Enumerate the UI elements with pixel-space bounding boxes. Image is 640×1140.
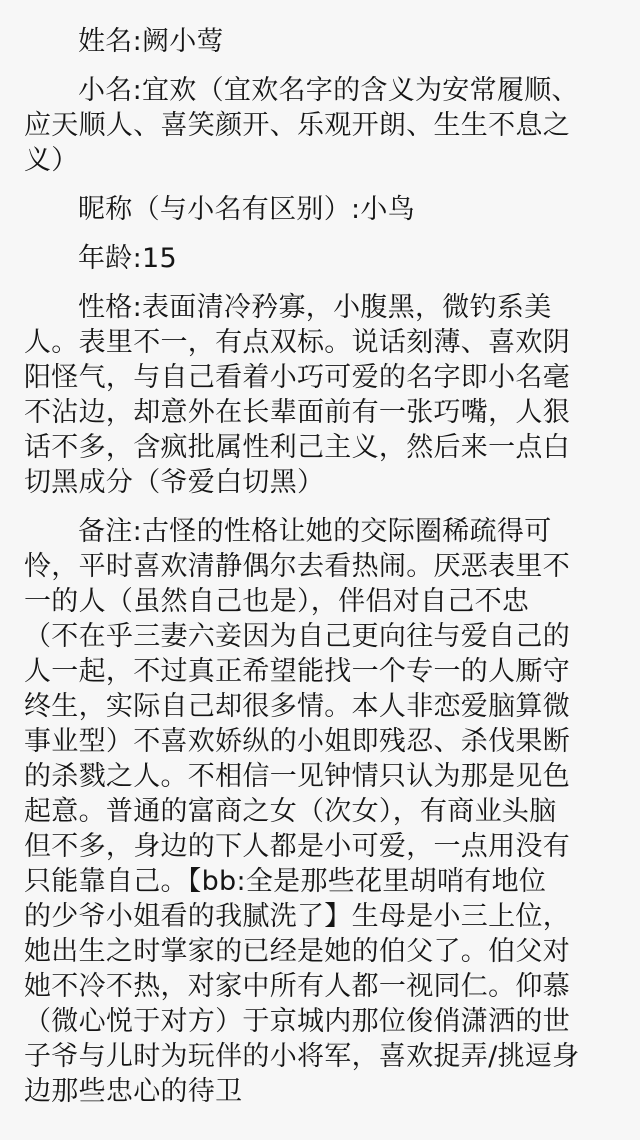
personality-line-3: 阳怪气，与自己看着小巧可爱的名字即小名毫: [24, 362, 570, 393]
personality-line-2: 人。表里不一，有点双标。说话刻薄、喜欢阴: [24, 327, 570, 358]
personality-line-1: 性格:表面清冷矜寡，小腹黑，微钓系美: [78, 292, 552, 323]
small-name-line-1: 小名:宜欢（宜欢名字的含义为安常履顺、: [78, 75, 579, 106]
notes-line-8: 的杀戮之人。不相信一见钟情只认为那是见色: [24, 761, 570, 792]
notes-line-15: （微心悦于对方）于京城内那位俊俏潇洒的世: [24, 1006, 570, 1037]
name-line: 姓名:阙小莺: [78, 26, 224, 57]
notes-line-4: （不在乎三妻六妾因为自己更向往与爱自己的: [24, 621, 570, 652]
age-paragraph: [24, 241, 630, 276]
personality-line-6: 切黑成分（爷爱白切黑）: [24, 467, 325, 498]
personality-line-5: 话不多，含疯批属性利己主义，然后来一点白: [24, 432, 570, 463]
notes-line-17: 边那些忠心的待卫: [24, 1076, 243, 1107]
personality-paragraph: [24, 290, 630, 500]
notes-line-11: 只能靠自己。【bb:全是那些花里胡哨有地位: [24, 866, 547, 897]
personality-line-4: 不沾边，却意外在长辈面前有一张巧嘴，人狠: [24, 397, 570, 428]
notes-line-13: 她出生之时掌家的已经是她的伯父了。伯父对: [24, 936, 570, 967]
notes-line-7: 事业型）不喜欢娇纵的小姐即残忍、杀伐果断: [24, 726, 570, 757]
age-line: 年龄:15: [78, 243, 177, 274]
small-name-line-2: 应天顺人、喜笑颜开、乐观开朗、生生不息之: [24, 110, 570, 141]
notes-line-10: 但不多，身边的下人都是小可爱，一点用没有: [24, 831, 570, 862]
notes-line-6: 终生，实际自己却很多情。本人非恋爱脑算微: [24, 691, 570, 722]
notes-line-14: 她不冷不热，对家中所有人都一视同仁。仰慕: [24, 971, 570, 1002]
notes-line-9: 起意。普通的富商之女（次女），有商业头脑: [24, 796, 557, 827]
notes-paragraph: [24, 514, 630, 1109]
nickname-paragraph: [24, 192, 630, 227]
notes-line-1: 备注:古怪的性格让她的交际圈稀疏得可: [78, 516, 552, 547]
small-name-paragraph: [24, 73, 630, 178]
name-paragraph: [24, 24, 630, 59]
small-name-line-3: 义）: [24, 145, 79, 176]
nickname-line: 昵称（与小名有区别）:小鸟: [78, 194, 415, 225]
notes-line-12: 的少爷小姐看的我腻洗了】生母是小三上位，: [24, 901, 570, 932]
notes-line-2: 怜，平时喜欢清静偶尔去看热闹。厌恶表里不: [24, 551, 570, 582]
notes-line-5: 人一起，不过真正希望能找一个专一的人厮守: [24, 656, 570, 687]
notes-line-16: 子爷与儿时为玩伴的小将军，喜欢捉弄/挑逗身: [24, 1041, 580, 1072]
notes-line-3: 一的人（虽然自己也是），伴侣对自己不忠: [24, 586, 530, 617]
